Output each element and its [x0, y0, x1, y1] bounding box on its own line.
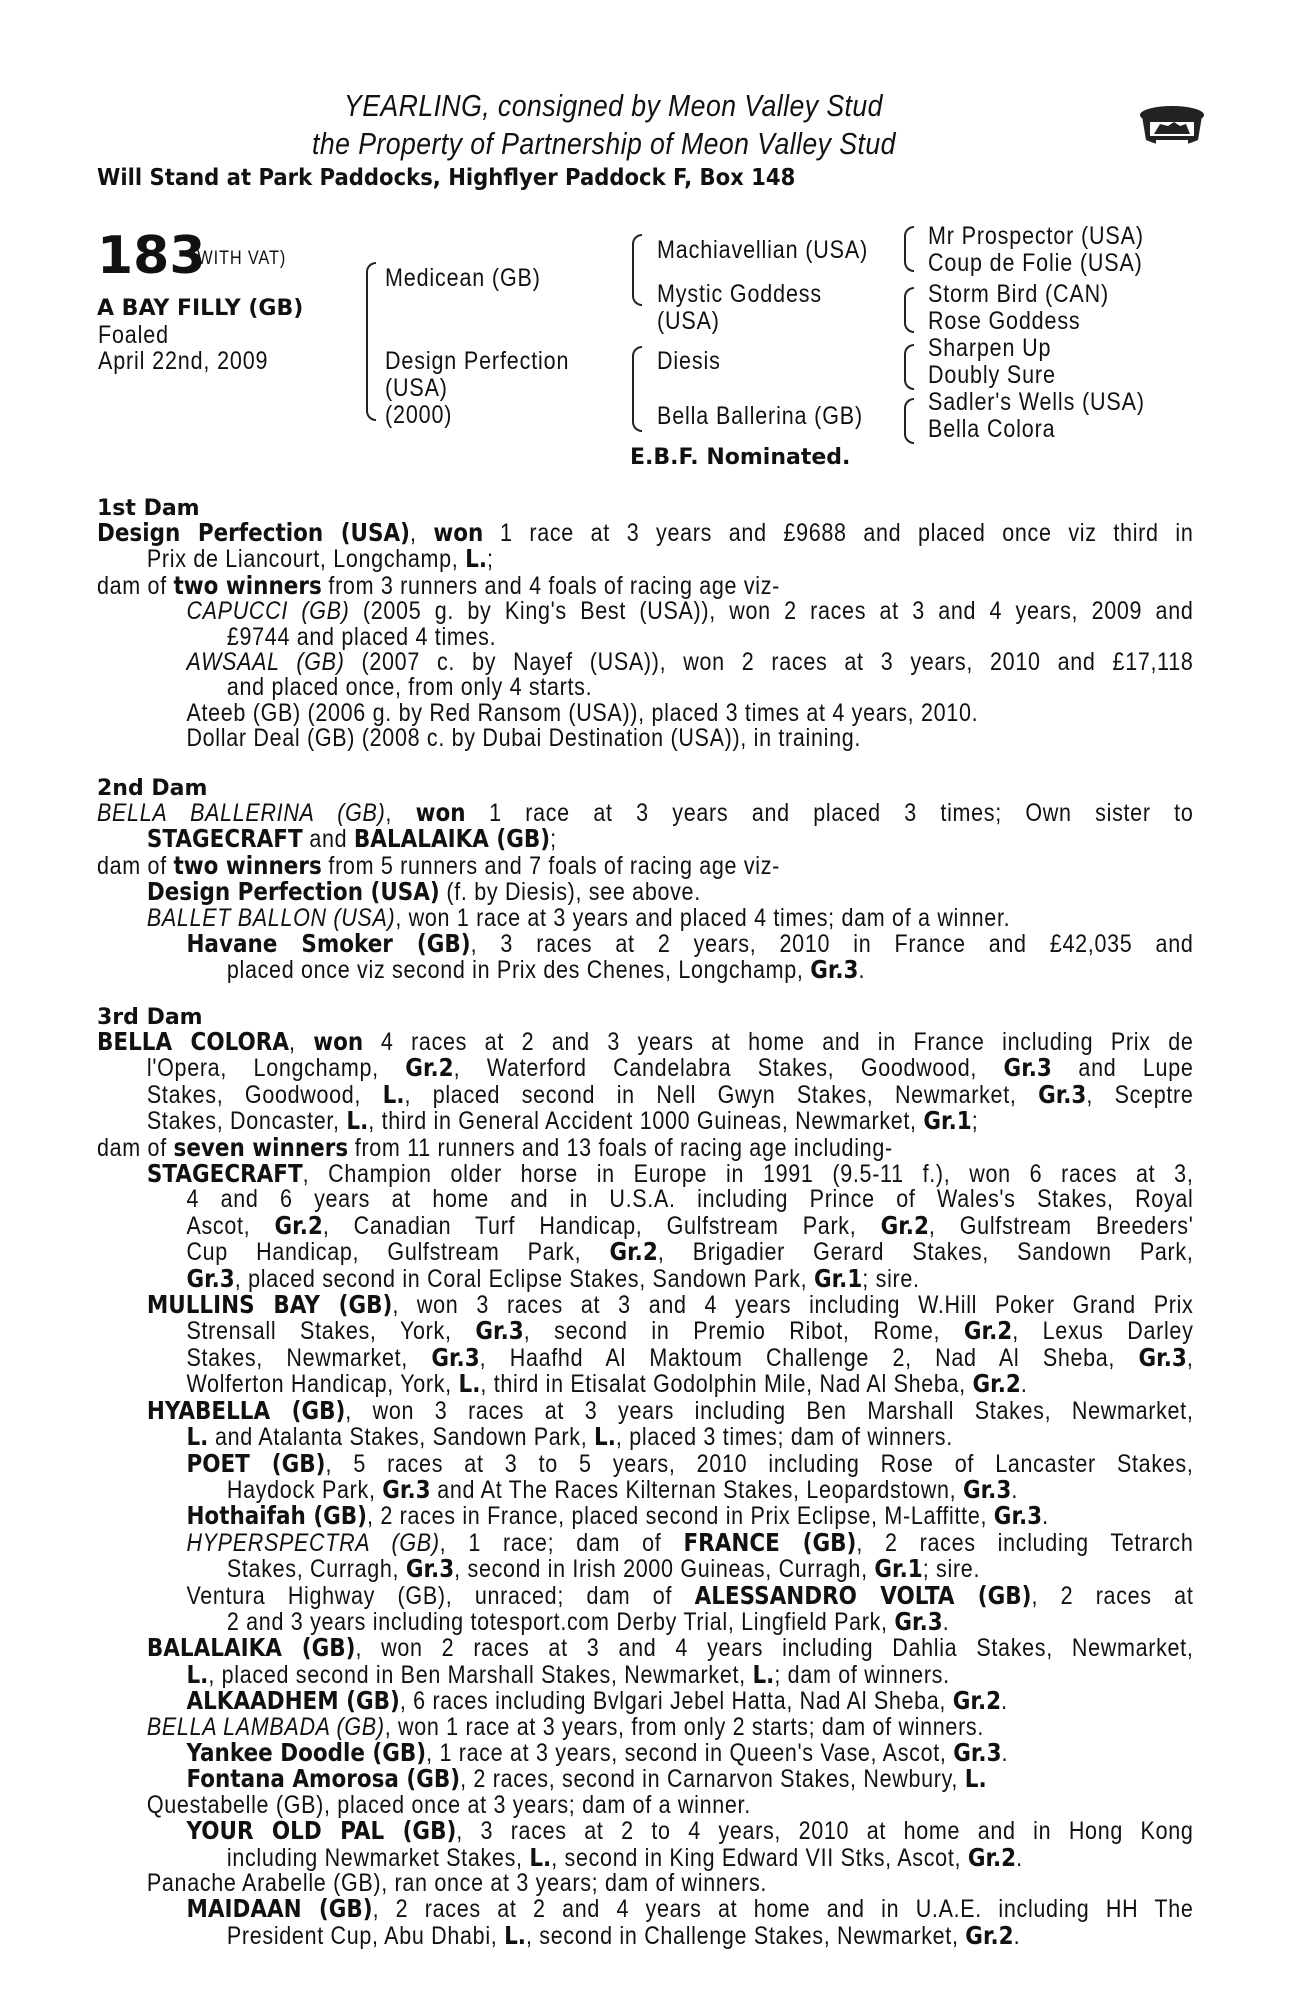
text: , 1 race; dam of	[439, 1528, 684, 1557]
bold-text: Gr.2	[972, 1369, 1021, 1399]
bold-text: Gr.2	[405, 1053, 454, 1083]
text: , second in Irish 2000 Guineas, Curragh,	[454, 1555, 875, 1584]
text: Dollar Deal (GB) (2008 c. by Dubai Destination (USA)), in training.	[186, 724, 862, 753]
text: , 6 races including Bvlgari Jebel Hatta, Nad Al Sheba,	[399, 1687, 953, 1716]
text: , 2 races at 2 and 4 years at home and in U.A.E. including HH The	[372, 1895, 1194, 1924]
text: Stakes, Newmarket,	[186, 1343, 432, 1372]
text: and At The Races Kilternan Stakes, Leopardstown,	[430, 1475, 963, 1504]
bold-text: Gr.2	[952, 1686, 1002, 1716]
text: dam of	[97, 851, 174, 880]
text: , won 3 races at 3 and 4 years including W.Hill Poker Grand Prix	[392, 1291, 1194, 1320]
text-line	[97, 1556, 1194, 1582]
text: , 5 races at 3 to 5 years, 2010 including Rose of Lancaster Stakes,	[325, 1449, 1194, 1478]
ebf-nominated: E.B.F. Nominated.	[630, 445, 851, 470]
text-line	[97, 1371, 1194, 1397]
text-line	[97, 1871, 1194, 1896]
text: , 1 race at 3 years, second in Queen's Vase, Ascot,	[426, 1738, 954, 1767]
text: , 3 races at 2 years, 2010 in France and £42,035 and	[470, 930, 1194, 959]
text-line	[97, 1920, 1194, 1950]
bold-text: Gr.3	[1038, 1079, 1087, 1109]
text-line	[97, 850, 1194, 880]
text: , 2 races in France, placed second in Prix Eclipse, M-Laffitte,	[367, 1502, 994, 1531]
text: ;	[486, 545, 494, 574]
bold-text: two winners	[173, 570, 322, 600]
text: and Atalanta Stakes, Sandown Park,	[208, 1423, 595, 1452]
pedigree-g3-2: Coup de Folie (USA)	[928, 249, 1143, 277]
bold-text: Gr.2	[274, 1210, 323, 1240]
bold-text: FRANCE (GB)	[683, 1527, 857, 1557]
text-line	[97, 1474, 1194, 1504]
yearling-bonus-badge-icon	[1138, 100, 1206, 154]
text: .	[1001, 1687, 1008, 1716]
text-line	[97, 1239, 1194, 1265]
pedigree-brace-g2	[904, 287, 914, 333]
bold-text: Hothaifah (GB)	[186, 1501, 368, 1531]
text-line	[97, 570, 1194, 600]
text: , third in General Accident 1000 Guineas, Newmarket,	[368, 1107, 924, 1136]
text: .	[1042, 1502, 1049, 1531]
bold-text: Gr.3	[962, 1474, 1012, 1504]
bold-text: Havane Smoker (GB)	[186, 929, 471, 959]
section-body-2nd-dam	[97, 800, 1194, 984]
text-line	[97, 1766, 1194, 1792]
vat-note: (WITH VAT)	[191, 248, 287, 269]
bold-text: ALKAADHEM (GB)	[186, 1686, 400, 1716]
text: Questabelle (GB), placed once at 3 years; dam of a winner.	[146, 1790, 751, 1819]
text: Stakes, Curragh,	[226, 1555, 406, 1584]
text-line	[97, 1395, 1194, 1425]
bold-text: BALALAIKA (GB)	[146, 1633, 356, 1663]
text: , Sceptre	[1086, 1080, 1194, 1109]
bold-text: STAGECRAFT	[146, 1159, 303, 1189]
text: Wolferton Handicap, York,	[186, 1370, 459, 1399]
text-line	[97, 1187, 1194, 1212]
text-line	[97, 1132, 1194, 1162]
bold-text: L.	[465, 544, 487, 574]
text: Stakes, Doncaster,	[146, 1107, 347, 1136]
text: , 3 races at 2 to 4 years, 2010 at home and in Hong Kong	[456, 1817, 1194, 1846]
text-line	[97, 1342, 1194, 1372]
text-line	[97, 1292, 1194, 1318]
text-line	[97, 1842, 1194, 1872]
text-line	[97, 1029, 1194, 1055]
text: dam of	[97, 571, 174, 600]
text: .	[858, 956, 866, 985]
text: .	[1013, 1921, 1021, 1950]
bold-text: Gr.3	[382, 1474, 431, 1504]
stand-location: Will Stand at Park Paddocks, Highflyer Paddock F, Box 148	[97, 165, 796, 191]
pedigree-dam-dam: Bella Ballerina (GB)	[657, 402, 863, 430]
pedigree-g3-6: Doubly Sure	[928, 361, 1056, 389]
foaled-label: Foaled	[98, 321, 169, 349]
text-line	[97, 622, 1194, 651]
bold-text: Gr.1	[813, 1263, 863, 1293]
text: Stakes, Goodwood,	[146, 1080, 383, 1109]
bold-text: won	[433, 518, 484, 547]
text: , won 1 race at 3 years, from only 2 starts; dam of winners.	[384, 1712, 985, 1741]
text: Prix de Liancourt, Longchamp,	[146, 545, 466, 574]
bold-text: Gr.1	[874, 1554, 923, 1584]
horse-name: A BAY FILLY (GB)	[97, 296, 304, 321]
text-line	[97, 1737, 1194, 1767]
pedigree-g3-3: Storm Bird (CAN)	[928, 280, 1110, 308]
pedigree-brace-g3	[904, 344, 914, 390]
section-heading-2nd-dam: 2nd Dam	[97, 776, 208, 801]
pedigree-brace-dam	[632, 346, 642, 432]
bold-text: MAIDAAN (GB)	[186, 1894, 373, 1924]
text: , 2 races, second in Carnarvon Stakes, Newbury,	[460, 1765, 965, 1794]
pedigree-sire-dam-line1: Mystic Goddess	[657, 280, 822, 308]
text-line	[97, 599, 1194, 624]
text-line	[97, 1079, 1194, 1109]
text: , second in Challenge Stakes, Newmarket,	[525, 1921, 966, 1950]
pedigree-dam-line3: (2000)	[385, 401, 453, 429]
bold-text: Gr.3	[1003, 1053, 1052, 1083]
bold-text: Design Perfection (USA)	[97, 518, 410, 547]
text: Cup Handicap, Gulfstream Park,	[186, 1238, 610, 1267]
text: , placed second in Ben Marshall Stakes, Newmarket,	[208, 1660, 753, 1689]
pedigree-brace-1	[366, 262, 376, 421]
italic-text: CAPUCCI (GB)	[186, 597, 350, 626]
text: , placed 3 times; dam of winners.	[615, 1423, 953, 1452]
pedigree-g3-5: Sharpen Up	[928, 334, 1052, 362]
bold-text: Fontana Amorosa (GB)	[186, 1764, 461, 1794]
text-line	[97, 650, 1194, 675]
bold-text: L.	[346, 1106, 369, 1136]
text: President Cup, Abu Dhabi,	[226, 1921, 505, 1950]
text-line	[97, 726, 1194, 751]
pedigree-g3-8: Bella Colora	[928, 415, 1056, 443]
text-line	[97, 1790, 1194, 1819]
text: ,	[1186, 1343, 1194, 1372]
bold-text: Yankee Doodle (GB)	[186, 1737, 427, 1767]
text-line	[97, 1659, 1194, 1689]
text: , won 2 races at 3 and 4 years including Dahlia Stakes, Newmarket,	[355, 1634, 1194, 1663]
text: , 2 races including Tetrarch	[856, 1528, 1194, 1557]
bold-text: POET (GB)	[186, 1448, 326, 1478]
section-body-1st-dam	[97, 520, 1194, 752]
text: .	[1016, 1843, 1023, 1872]
text-line	[97, 957, 1194, 983]
bold-text: Gr.3	[186, 1263, 235, 1293]
pedigree-g3-7: Sadler's Wells (USA)	[928, 388, 1145, 416]
text-line	[97, 800, 1194, 826]
bold-text: L.	[186, 1659, 209, 1689]
text-line	[97, 1635, 1194, 1661]
text-line	[97, 1263, 1194, 1293]
section-body-3rd-dam	[97, 1029, 1194, 1949]
text: , 2 races at	[1031, 1581, 1194, 1610]
text: , Haafhd Al Maktoum Challenge 2, Nad Al Sheba,	[479, 1343, 1139, 1372]
bold-text: Gr.3	[475, 1316, 524, 1346]
bold-text: Gr.2	[963, 1316, 1013, 1346]
text-line	[97, 1503, 1194, 1529]
bold-text: L.	[458, 1369, 481, 1399]
bold-text: two winners	[173, 850, 322, 880]
lot-number: 183	[97, 226, 206, 286]
text: , Waterford Candelabra Stakes, Goodwood,	[453, 1054, 1004, 1083]
text-line	[97, 1210, 1194, 1240]
text: .	[942, 1607, 950, 1636]
text: ; sire.	[922, 1555, 981, 1584]
text: , placed second in Coral Eclipse Stakes, Sandown Park,	[234, 1264, 814, 1293]
text: and placed once, from only 4 starts.	[226, 673, 593, 702]
bold-text: Gr.3	[894, 1606, 943, 1636]
text-line	[97, 1580, 1194, 1610]
italic-text: AWSAAL (GB)	[186, 648, 345, 677]
text: 1 race at 3 years and placed 3 times; Own sister to	[465, 799, 1194, 827]
text: Ateeb (GB) (2006 g. by Red Ransom (USA)), placed 3 times at 4 years, 2010.	[186, 698, 979, 727]
text: 4 races at 2 and 3 years at home and in France including Prix de	[363, 1028, 1194, 1056]
bold-text: L.	[529, 1842, 552, 1872]
text: dam of	[97, 1133, 174, 1162]
text: Ascot,	[186, 1211, 275, 1240]
bold-text: ALESSANDRO VOLTA (GB)	[694, 1580, 1032, 1610]
text: , won 3 races at 3 years including Ben Marshall Stakes, Newmarket,	[345, 1396, 1194, 1425]
pedigree-dam-line1: Design Perfection	[385, 347, 570, 375]
text-line	[97, 1161, 1194, 1187]
bold-text: Gr.3	[1138, 1342, 1187, 1372]
text: placed once viz second in Prix des Chenes, Longchamp,	[226, 956, 811, 985]
bold-text: L.	[594, 1422, 616, 1452]
text-line	[97, 1055, 1194, 1081]
text: 4 and 6 years at home and in U.S.A. including Prince of Wales's Stakes, Royal	[186, 1185, 1194, 1214]
text: ,	[409, 519, 434, 547]
bold-text: Gr.1	[923, 1106, 972, 1136]
bold-text: L.	[504, 1920, 526, 1950]
bold-text: MULLINS BAY (GB)	[146, 1290, 393, 1320]
bold-text: Design Perfection (USA)	[146, 877, 440, 907]
pedigree-dam-sire: Diesis	[657, 347, 721, 375]
bold-text: Gr.2	[880, 1210, 929, 1240]
bold-text: Gr.3	[953, 1737, 1002, 1767]
text: , placed second in Nell Gwyn Stakes, Newmarket,	[404, 1080, 1039, 1109]
text-line	[97, 826, 1194, 852]
pedigree-brace-sire	[632, 234, 642, 306]
text: ,	[289, 1028, 314, 1056]
bold-text: L.	[752, 1659, 775, 1689]
bold-text: HYABELLA (GB)	[146, 1395, 346, 1425]
text: , Gulfstream Breeders'	[928, 1211, 1194, 1240]
italic-text: BELLA LAMBADA (GB)	[146, 1712, 385, 1741]
text: from 5 runners and 7 foals of racing age viz-	[321, 851, 781, 880]
text: , Champion older horse in Europe in 1991 (9.5-11 f.), won 6 races at 3,	[302, 1160, 1194, 1189]
text: , Brigadier Gerard Stakes, Sandown Park,	[657, 1238, 1194, 1267]
text: , third in Etisalat Godolphin Mile, Nad Al Sheba,	[480, 1370, 973, 1399]
text-line	[97, 1424, 1194, 1450]
text-line	[97, 1712, 1194, 1741]
pedigree-brace-g1	[904, 226, 914, 272]
pedigree-sire-dam-line2: (USA)	[657, 307, 720, 335]
bold-text: BELLA COLORA	[97, 1027, 290, 1056]
text-line	[97, 1448, 1194, 1478]
italic-text: BELLA BALLERINA (GB)	[97, 799, 386, 827]
text: , Canadian Turf Handicap, Gulfstream Park,	[322, 1211, 881, 1240]
text: , second in Premio Ribot, Rome,	[523, 1317, 964, 1346]
text: .	[1020, 1370, 1028, 1399]
italic-text: BALLET BALLON (USA)	[146, 903, 396, 932]
text: Strensall Stakes, York,	[186, 1317, 476, 1346]
text: Haydock Park,	[226, 1475, 383, 1504]
text-line	[97, 931, 1194, 957]
text: , won 1 race at 3 years and placed 4 times; dam of a winner.	[395, 903, 1011, 932]
text: Panache Arabelle (GB), ran once at 3 years; dam of winners.	[146, 1869, 768, 1897]
text-line	[97, 879, 1194, 905]
text: ,	[385, 799, 416, 827]
text: £9744 and placed 4 times.	[226, 622, 497, 651]
foaled-date: April 22nd, 2009	[98, 347, 269, 375]
bold-text: seven winners	[173, 1132, 349, 1162]
pedigree-g3-4: Rose Goddess	[928, 307, 1081, 335]
pedigree-brace-g4	[904, 398, 914, 444]
text: Ventura Highway (GB), unraced; dam of	[186, 1581, 695, 1610]
text-line	[97, 1818, 1194, 1844]
text-line	[97, 546, 1194, 572]
text: (2005 g. by King's Best (USA)), won 2 races at 3 and 4 years, 2009 and	[349, 597, 1194, 626]
text-line	[97, 675, 1194, 700]
text: .	[1001, 1738, 1009, 1767]
text: (2007 c. by Nayef (USA)), won 2 races at 3 years, 2010 and £17,118	[344, 648, 1194, 677]
text: .	[1011, 1475, 1018, 1504]
text: ; dam of winners.	[774, 1660, 950, 1689]
text: and	[302, 825, 354, 854]
bold-text: Gr.3	[405, 1554, 455, 1584]
bold-text: YOUR OLD PAL (GB)	[186, 1816, 457, 1846]
pedigree-g3-1: Mr Prospector (USA)	[928, 222, 1144, 250]
bold-text: BALALAIKA (GB)	[353, 824, 551, 854]
section-heading-1st-dam: 1st Dam	[97, 496, 200, 521]
text: including Newmarket Stakes,	[226, 1843, 530, 1872]
text-line	[97, 1896, 1194, 1922]
pedigree-sire-sire: Machiavellian (USA)	[657, 236, 869, 264]
bold-text: Gr.2	[609, 1237, 658, 1267]
bold-text: won	[415, 798, 466, 827]
bold-text: L.	[964, 1764, 987, 1794]
pedigree-dam-line2: (USA)	[385, 374, 448, 402]
bold-text: L.	[186, 1422, 209, 1452]
text: ; sire.	[862, 1264, 920, 1293]
text: ;	[971, 1107, 979, 1136]
text-line	[97, 1688, 1194, 1714]
bold-text: STAGECRAFT	[146, 824, 303, 854]
bold-text: Gr.2	[965, 1920, 1014, 1950]
text: and Lupe	[1051, 1054, 1194, 1083]
bold-text: Gr.2	[967, 1842, 1017, 1872]
text: from 11 runners and 13 foals of racing age including-	[348, 1133, 893, 1162]
pedigree-sire: Medicean (GB)	[385, 264, 541, 292]
text-line	[97, 1108, 1194, 1134]
text: , second in King Edward VII Stks, Ascot,	[551, 1843, 968, 1872]
bold-text: won	[313, 1027, 364, 1056]
italic-text: HYPERSPECTRA (GB)	[186, 1528, 440, 1557]
text-line	[97, 903, 1194, 932]
text: ;	[550, 825, 557, 854]
text: from 3 runners and 4 foals of racing age viz-	[321, 571, 781, 600]
bold-text: L.	[382, 1079, 405, 1109]
text-line	[97, 1318, 1194, 1344]
text: , Lexus Darley	[1012, 1317, 1194, 1346]
text: 2 and 3 years including totesport.com Derby Trial, Lingfield Park,	[226, 1607, 895, 1636]
text: 1 race at 3 years and £9688 and placed once viz third in	[483, 519, 1194, 547]
property-line: the Property of Partnership of Meon Valley Stud	[312, 126, 896, 161]
text-line	[97, 520, 1194, 546]
text-line	[97, 698, 1194, 727]
bold-text: Gr.3	[993, 1501, 1043, 1531]
text: (f. by Diesis), see above.	[439, 878, 701, 907]
section-heading-3rd-dam: 3rd Dam	[97, 1005, 203, 1030]
consignor-line: YEARLING, consigned by Meon Valley Stud	[344, 88, 883, 123]
bold-text: Gr.3	[431, 1342, 480, 1372]
text: l'Opera, Longchamp,	[146, 1054, 406, 1083]
text-line	[97, 1606, 1194, 1636]
bold-text: Gr.3	[810, 955, 859, 985]
text-line	[97, 1527, 1194, 1557]
